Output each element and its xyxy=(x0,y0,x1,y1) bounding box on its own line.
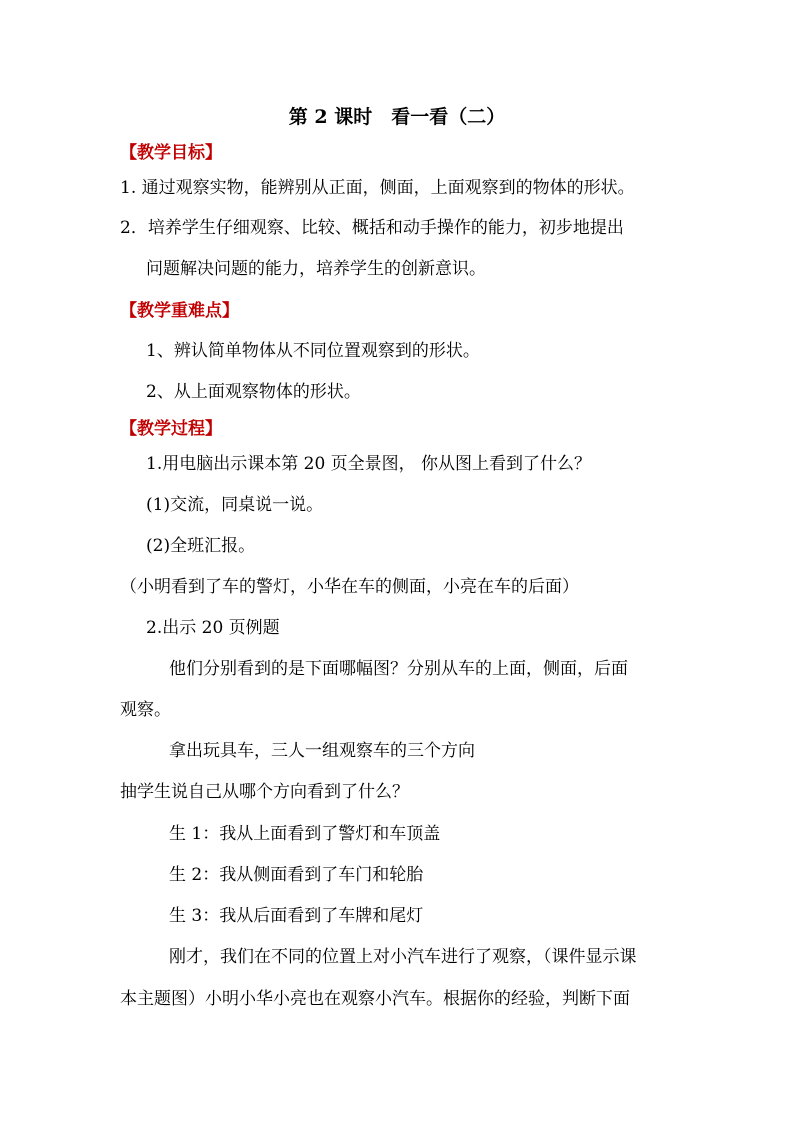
process-line: 他们分别看到的是下面哪幅图？分别从车的上面，侧面，后面 xyxy=(169,659,628,679)
process-line: 生 1：我从上面看到了警灯和车顶盖 xyxy=(169,824,441,844)
goal-item-1: 1. 通过观察实物，能辨别从正面，侧面，上面观察到的物体的形状。 xyxy=(120,178,635,198)
process-line: 拿出玩具车，三人一组观察车的三个方向 xyxy=(169,741,475,761)
process-line: （小明看到了车的警灯，小华在车的侧面，小亮在车的后面） xyxy=(120,577,579,597)
process-line: 抽学生说自己从哪个方向看到了什么？ xyxy=(120,782,409,802)
process-line: 1.用电脑出示课本第 20 页全景图， 你从图上看到了什么？ xyxy=(146,454,592,474)
section-heading-key-points: 【教学重难点】 xyxy=(120,301,239,321)
key-point-2: 2、从上面观察物体的形状。 xyxy=(146,382,361,402)
process-line: (1)交流，同桌说一说。 xyxy=(146,495,324,515)
section-heading-goals: 【教学目标】 xyxy=(120,143,222,163)
key-point-1: 1、辨认简单物体从不同位置观察到的形状。 xyxy=(146,341,480,361)
goal-item-2: 2．培养学生仔细观察、比较、概括和动手操作的能力，初步地提出 xyxy=(120,218,624,238)
process-line: 生 2：我从侧面看到了车门和轮胎 xyxy=(169,865,424,885)
process-line: (2)全班汇报。 xyxy=(146,536,256,556)
process-line: 本主题图）小明小华小亮也在观察小汽车。根据你的经验，判断下面 xyxy=(120,989,630,1009)
process-line: 生 3：我从后面看到了车牌和尾灯 xyxy=(169,906,424,926)
page-title: 第 2 课时 看一看（二） xyxy=(288,106,506,128)
process-line: 2.出示 20 页例题 xyxy=(146,618,280,638)
process-line: 刚才，我们在不同的位置上对小汽车进行了观察，（课件显示课 xyxy=(169,947,637,967)
section-heading-process: 【教学过程】 xyxy=(120,419,222,439)
process-line: 观察。 xyxy=(120,700,171,720)
goal-item-2-continued: 问题解决问题的能力，培养学生的创新意识。 xyxy=(146,259,486,279)
